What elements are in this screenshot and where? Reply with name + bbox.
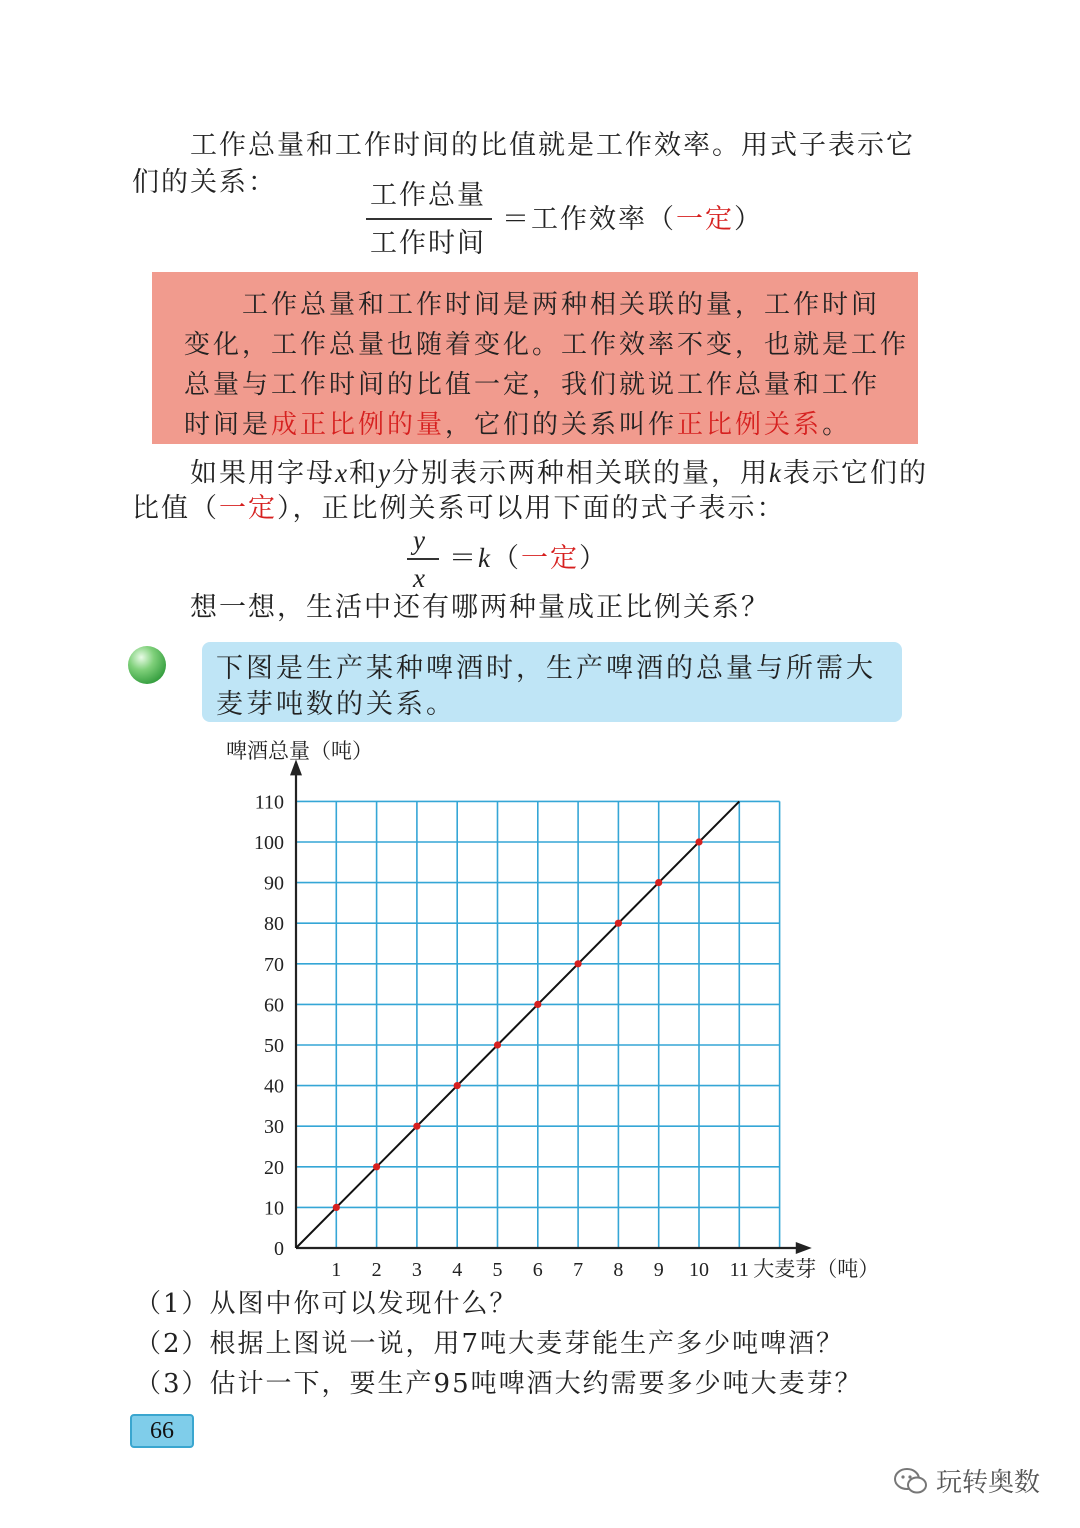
chart-labels: [226, 739, 879, 1281]
term-proportional-quantity: 成正比例的量: [271, 410, 446, 440]
fraction-denominator: 工作时间: [370, 228, 486, 259]
x-tick-label: 4: [452, 1259, 463, 1281]
think-prompt: 想一想，生活中还有哪两种量成正比例关系？: [190, 592, 770, 623]
problem-line-1: 下图是生产某种啤酒时，生产啤酒的总量与所需大: [216, 653, 876, 684]
y-tick-label: 90: [264, 872, 284, 895]
wechat-icon: [893, 1466, 929, 1496]
beer-malt-chart: [220, 730, 920, 1290]
concept-line-4: [184, 404, 851, 441]
general-text: 表示它们的: [782, 458, 928, 489]
problem-line-2: 麦芽吨数的关系。: [216, 689, 456, 720]
chart-axes: [290, 759, 812, 1254]
general-constant: 一定: [219, 493, 277, 524]
x-tick-label: 8: [613, 1259, 624, 1281]
concept-text: ，它们的关系叫作: [445, 410, 678, 440]
y-tick-label: 70: [264, 953, 284, 976]
concept-line-2: 变化，工作总量也随着变化。工作效率不变，也就是工作: [184, 330, 910, 360]
intro-line-2: 们的关系：: [132, 167, 277, 198]
data-point: [333, 1204, 340, 1211]
formula-close: ）: [578, 543, 608, 574]
x-tick-label: 5: [492, 1259, 503, 1281]
variable-y: y: [377, 458, 392, 488]
data-point: [575, 960, 582, 967]
x-axis-arrow: [796, 1242, 812, 1254]
term-proportional-relation: 正比例关系: [677, 410, 823, 440]
y-tick-label: 100: [254, 832, 284, 854]
y-tick-label: 110: [254, 791, 284, 814]
concept-text: 时间是: [184, 410, 272, 440]
concept-text: 。: [822, 410, 852, 440]
general-text: 比值（: [132, 493, 219, 524]
formula-rhs: ＝工作效率（: [502, 204, 676, 235]
y-axis-title: 啤酒总量（吨）: [226, 739, 373, 763]
fraction-bar: [366, 218, 492, 220]
data-point: [413, 1123, 420, 1130]
data-point: [615, 920, 622, 927]
problem-box: [202, 642, 902, 722]
fraction-denominator-x: x: [413, 563, 427, 593]
question-3: （3）估计一下，要生产95吨啤酒大约需要多少吨大麦芽？: [135, 1369, 863, 1399]
formula-close: ）: [734, 204, 763, 235]
x-tick-label: 6: [532, 1259, 543, 1281]
intro-line-1: 工作总量和工作时间的比值就是工作效率。用式子表示它: [190, 130, 915, 161]
general-line-1: [190, 455, 928, 492]
data-point: [655, 879, 662, 886]
formula-constant: 一定: [520, 543, 579, 574]
general-text: 如果用字母: [190, 458, 335, 489]
data-point: [494, 1041, 501, 1048]
y-tick-label: 20: [264, 1156, 284, 1179]
data-point: [695, 838, 702, 845]
chart-grid: [296, 801, 780, 1248]
x-tick-label: 1: [331, 1259, 342, 1281]
x-tick-label: 10: [689, 1259, 709, 1281]
x-tick-label: 2: [371, 1259, 382, 1281]
general-text: 和: [348, 458, 378, 489]
formula-k: k: [478, 543, 492, 573]
y-tick-label: 0: [274, 1238, 284, 1260]
formula-constant: 一定: [676, 204, 734, 235]
y-tick-label: 80: [264, 913, 284, 936]
formula-open: （: [491, 543, 521, 574]
formula-proportion: [405, 522, 625, 592]
formula-work-efficiency: [360, 178, 780, 268]
general-text: 分别表示两种相关联的量，用: [391, 458, 769, 489]
data-point: [373, 1163, 380, 1170]
x-tick-label: 11: [729, 1259, 749, 1281]
x-axis-title: 大麦芽（吨）: [753, 1257, 880, 1281]
watermark-text: 玩转奥数: [936, 1468, 1041, 1498]
concept-box: [152, 272, 918, 444]
x-tick-label: 9: [653, 1259, 664, 1281]
series-line: [296, 801, 739, 1248]
x-tick-label: 3: [411, 1259, 422, 1281]
fraction-numerator: 工作总量: [370, 180, 486, 211]
y-tick-label: 30: [264, 1116, 284, 1139]
question-1: （1）从图中你可以发现什么？: [135, 1289, 518, 1319]
general-text: ），正比例关系可以用下面的式子表示：: [277, 493, 786, 524]
data-point: [534, 1001, 541, 1008]
variable-k: k: [768, 458, 783, 488]
page-number: 66: [130, 1414, 194, 1448]
y-tick-label: 60: [264, 994, 284, 1017]
question-2: （2）根据上图说一说，用7吨大麦芽能生产多少吨啤酒？: [135, 1329, 845, 1359]
green-ball-icon: [128, 646, 166, 684]
variable-x: x: [335, 458, 349, 488]
data-point: [454, 1082, 461, 1089]
concept-line-1: 工作总量和工作时间是两种相关联的量，工作时间: [242, 290, 881, 320]
x-tick-label: 7: [573, 1259, 584, 1281]
y-tick-label: 50: [264, 1035, 284, 1057]
concept-line-3: 总量与工作时间的比值一定，我们就说工作总量和工作: [184, 370, 881, 400]
y-tick-label: 40: [264, 1075, 284, 1098]
formula-equals: ＝: [449, 543, 478, 574]
chart-series: [296, 801, 739, 1248]
y-tick-label: 10: [264, 1197, 284, 1220]
fraction-numerator-y: y: [413, 525, 427, 555]
